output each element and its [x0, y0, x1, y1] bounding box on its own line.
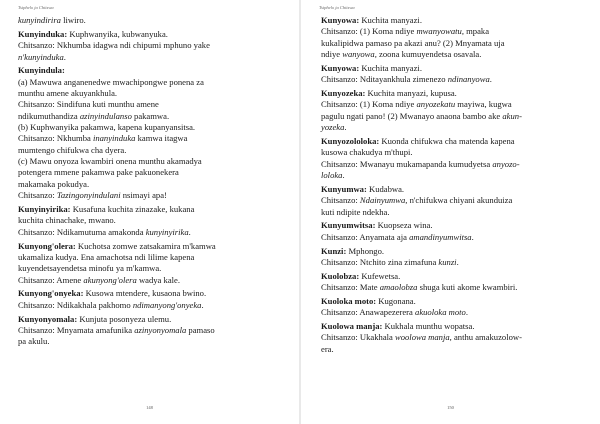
entry-headline: [321, 296, 586, 307]
entry-text-line: [18, 145, 289, 156]
left-page: [0, 0, 299, 424]
definition-text: Kusowa mtendere, kusaona bwino.: [83, 288, 207, 299]
headword: Kunzi:: [321, 245, 347, 256]
definition-text: pa akulu.: [18, 336, 50, 347]
entry-text-line: [18, 40, 289, 51]
headword: Kuolowa manja:: [321, 321, 383, 332]
definition-text: loloka.: [321, 169, 345, 180]
entry-headline: [321, 246, 586, 257]
entry-headline: [18, 29, 289, 40]
definition-text: Kufewetsa.: [359, 270, 401, 281]
entry-text-line: [18, 99, 289, 110]
definition-text: Kuopseza wina.: [375, 220, 433, 231]
entry-text-line: [321, 307, 586, 318]
entry-text-line: [321, 170, 586, 181]
dictionary-entry: [18, 65, 289, 201]
definition-text: kuyendetsayendetsa minofu ya m'kamwa.: [18, 263, 162, 274]
headword: Kunyowa:: [321, 62, 360, 73]
entry-text-line: [18, 111, 289, 122]
definition-text: munthu amene akuyankhula.: [18, 88, 118, 99]
entry-text-line: [18, 275, 289, 286]
entry-headline: [321, 271, 586, 282]
definition-text: kukalipidwa pamaso pa akazi anu? (2) Mnyamata uja: [321, 37, 505, 48]
entry-text-line: [18, 122, 289, 133]
entry-text-line: [321, 99, 586, 110]
definition-text: era.: [321, 343, 334, 354]
entry-headline: [321, 63, 586, 74]
definition-text: Chitsanzo: Amene akunyong'olera wadya kale.: [18, 274, 180, 285]
entry-text-line: [321, 195, 586, 206]
headword: Kunyong'olera:: [18, 240, 76, 251]
definition-text: Kusafuna kuchita zinazake, kukana: [70, 204, 195, 214]
entry-text-line: [18, 156, 289, 167]
entry-text-line: [18, 325, 289, 336]
entry-text-line: [321, 38, 586, 49]
definition-text: Kuonda chifukwa cha matenda kapena: [379, 135, 515, 146]
dictionary-entry: [321, 88, 586, 133]
headword: Kunyindula:: [18, 65, 65, 76]
definition-text: Chitsanzo: Ntchito zina zimafuna kunzi.: [321, 256, 459, 267]
entry-headline: [321, 136, 586, 147]
definition-text: ukamaliza kudya. Ena amachotsa ndi lilime kapena: [18, 251, 195, 262]
definition-text: Chitsanzo: Nkhumba inanyinduka kamwa itagwa: [18, 133, 188, 144]
dictionary-entry: [18, 204, 289, 238]
definition-text: Chitsanzo: Tazingonyindulani nsimayi apa!: [18, 190, 167, 201]
entry-text-line: [321, 49, 586, 60]
definition-text: mumtengo chifukwa cha dyera.: [18, 144, 127, 155]
entry-text-line: [18, 15, 289, 26]
entry-text-line: [18, 336, 289, 347]
definition-text: Chitsanzo: Sindifuna kuti munthu amene: [18, 99, 159, 110]
headword: Kunyinyirika:: [18, 204, 71, 214]
headword: Kunyong'onyeka:: [18, 288, 84, 299]
entry-text-line: [18, 215, 289, 226]
entry-text-line: [321, 232, 586, 243]
dictionary-entry: [321, 321, 586, 355]
definition-text: makamaka pokudya.: [18, 178, 90, 189]
definition-text: pagulu ngati pano! (2) Mwanayo anaona bambo ake akun-: [321, 110, 522, 121]
dictionary-entry: [18, 288, 289, 311]
definition-text: Chitsanzo: Ndikakhala pakhomo ndimanyong'onyeka.: [18, 299, 204, 310]
definition-text: ndikumuthandiza azinyindulanso pakamwa.: [18, 110, 170, 121]
running-head: Tsiphelo ja Chitswa: [319, 5, 355, 10]
entry-text-line: [18, 52, 289, 63]
entry-headline: [18, 204, 289, 215]
headword: Kunyumwitsa:: [321, 220, 376, 231]
definition-text: Chitsanzo: Anawapezerera akuoloka moto.: [321, 307, 469, 318]
definition-text: Kuchita manyazi.: [359, 15, 422, 25]
definition-text: potengera mmene pakamwa pake pakuonekera: [18, 167, 179, 178]
entry-text-line: [18, 227, 289, 238]
entry-text-line: [321, 332, 586, 343]
definition-text: ndiye wanyowa, zoona kumuyendetsa osavala.: [321, 49, 482, 60]
definition-text: Chitsanzo: Nkhumba idagwa ndi chipumi mphuno yake: [18, 40, 210, 51]
definition-text: n'kunyinduka.: [18, 51, 66, 62]
headword: Kunyozololoka:: [321, 135, 380, 146]
dictionary-entries: [321, 15, 586, 358]
definition-text: yozeka.: [321, 122, 347, 133]
entry-headline: [321, 15, 586, 26]
running-head: Tsiphelo ja Chitswa: [18, 5, 54, 10]
dictionary-entry: [321, 296, 586, 319]
entry-text-line: [321, 147, 586, 158]
entry-text-line: [321, 74, 586, 85]
definition-text: (b) Kuphwanyika pakamwa, kapena kupanyansitsa.: [18, 122, 196, 133]
entry-headline: [18, 314, 289, 325]
dictionary-entry: [18, 29, 289, 63]
definition-text: Chitsanzo: Anyamata aja amandinyumwitsa.: [321, 231, 474, 242]
headword: Kuolobza:: [321, 270, 360, 281]
entry-text-line: [18, 88, 289, 99]
entry-text-line: [321, 111, 586, 122]
entry-text-line: [18, 190, 289, 201]
headword: Kunyumwa:: [321, 183, 367, 194]
definition-text: Chitsanzo: Ndainyumwa, n'chifukwa chiyani akunduiza: [321, 195, 513, 206]
definition-text: Chitsanzo: Mwanayu mukamapanda kumudyetsa anyozo-: [321, 158, 520, 169]
entry-text-line: [18, 252, 289, 263]
entry-text-line: [18, 179, 289, 190]
dictionary-entry: [18, 314, 289, 348]
headword: Kunyinduka:: [18, 28, 68, 39]
definition-text: Chitsanzo: (1) Koma ndiye mwanyowatu, mpaka: [321, 26, 490, 37]
entry-headline: [321, 220, 586, 231]
definition-text: Kuphwanyika, kubwanyuka.: [67, 28, 168, 39]
definition-text: (a) Mawuwa anganenedwe mwachipongwe ponena za: [18, 76, 204, 87]
definition-text: Chitsanzo: Mate amaolobza shuga kuti akome kwambiri.: [321, 282, 518, 293]
page-number: 150: [447, 405, 454, 410]
definition-text: Kudabwa.: [366, 183, 405, 194]
definition-text: Chitsanzo: (1) Koma ndiye anyozekatu mayiwa, kugwa: [321, 99, 512, 110]
dictionary-entry: [321, 271, 586, 294]
definition-text: Chitsanzo: Mnyamata amafunika azinyonyomala pamaso: [18, 324, 215, 335]
definition-text: Kuchotsa zomwe zatsakamira m'kamwa: [75, 240, 216, 251]
definition-text: kusowa chakudya m'thupi.: [321, 147, 413, 158]
entry-headline: [321, 321, 586, 332]
right-page: [301, 0, 600, 424]
entry-headline: [321, 88, 586, 99]
dictionary-entry: [321, 220, 586, 243]
definition-text: Mphongo.: [346, 245, 385, 256]
definition-text: Kuchita manyazi.: [359, 62, 422, 73]
dictionary-entry: [321, 136, 586, 181]
entry-headline: [321, 184, 586, 195]
definition-text: Chitsanzo: Ndikamutuma amakonda kunyinyirika.: [18, 226, 191, 237]
entry-text-line: [321, 207, 586, 218]
definition-text: kuchita chinachake, mwano.: [18, 215, 116, 226]
entry-text-line: [321, 257, 586, 268]
definition-text: kuti ndipite ndekha.: [321, 206, 390, 217]
definition-text: Kukhala munthu wopatsa.: [382, 321, 475, 332]
entry-headline: [18, 65, 289, 76]
headword: Kunyowa:: [321, 15, 360, 25]
dictionary-entry: [18, 15, 289, 26]
headword: Kunyonyomala:: [18, 313, 78, 324]
entry-headline: [18, 288, 289, 299]
dictionary-entry: [321, 246, 586, 269]
entry-text-line: [18, 77, 289, 88]
entry-text-line: [18, 133, 289, 144]
headword: Kunyozeka:: [321, 88, 366, 99]
definition-text: Kuchita manyazi, kupusa.: [365, 88, 457, 99]
definition-text: Chitsanzo: Nditayankhula zimenezo ndinanyowa.: [321, 74, 492, 85]
dictionary-entries: [18, 15, 289, 350]
definition-text: Kugonana.: [376, 295, 416, 306]
headword: Kuoloka moto:: [321, 295, 377, 306]
definition-text: (c) Mawu onyoza kwambiri onena munthu akamadya: [18, 156, 202, 167]
definition-text: kunyindirira liwiro.: [18, 15, 86, 25]
dictionary-entry: [321, 15, 586, 60]
entry-text-line: [321, 122, 586, 133]
dictionary-entry: [18, 241, 289, 286]
page-number: 148: [146, 405, 153, 410]
entry-text-line: [321, 26, 586, 37]
entry-text-line: [18, 263, 289, 274]
entry-headline: [18, 241, 289, 252]
definition-text: Kunjuta posonyeza ulemu.: [77, 313, 172, 324]
dictionary-entry: [321, 184, 586, 218]
entry-text-line: [18, 300, 289, 311]
entry-text-line: [321, 282, 586, 293]
definition-text: Chitsanzo: Ukakhala woolowa manja, anthu amakuzolow-: [321, 332, 522, 343]
entry-text-line: [321, 344, 586, 355]
dictionary-entry: [321, 63, 586, 86]
entry-text-line: [18, 167, 289, 178]
entry-text-line: [321, 159, 586, 170]
